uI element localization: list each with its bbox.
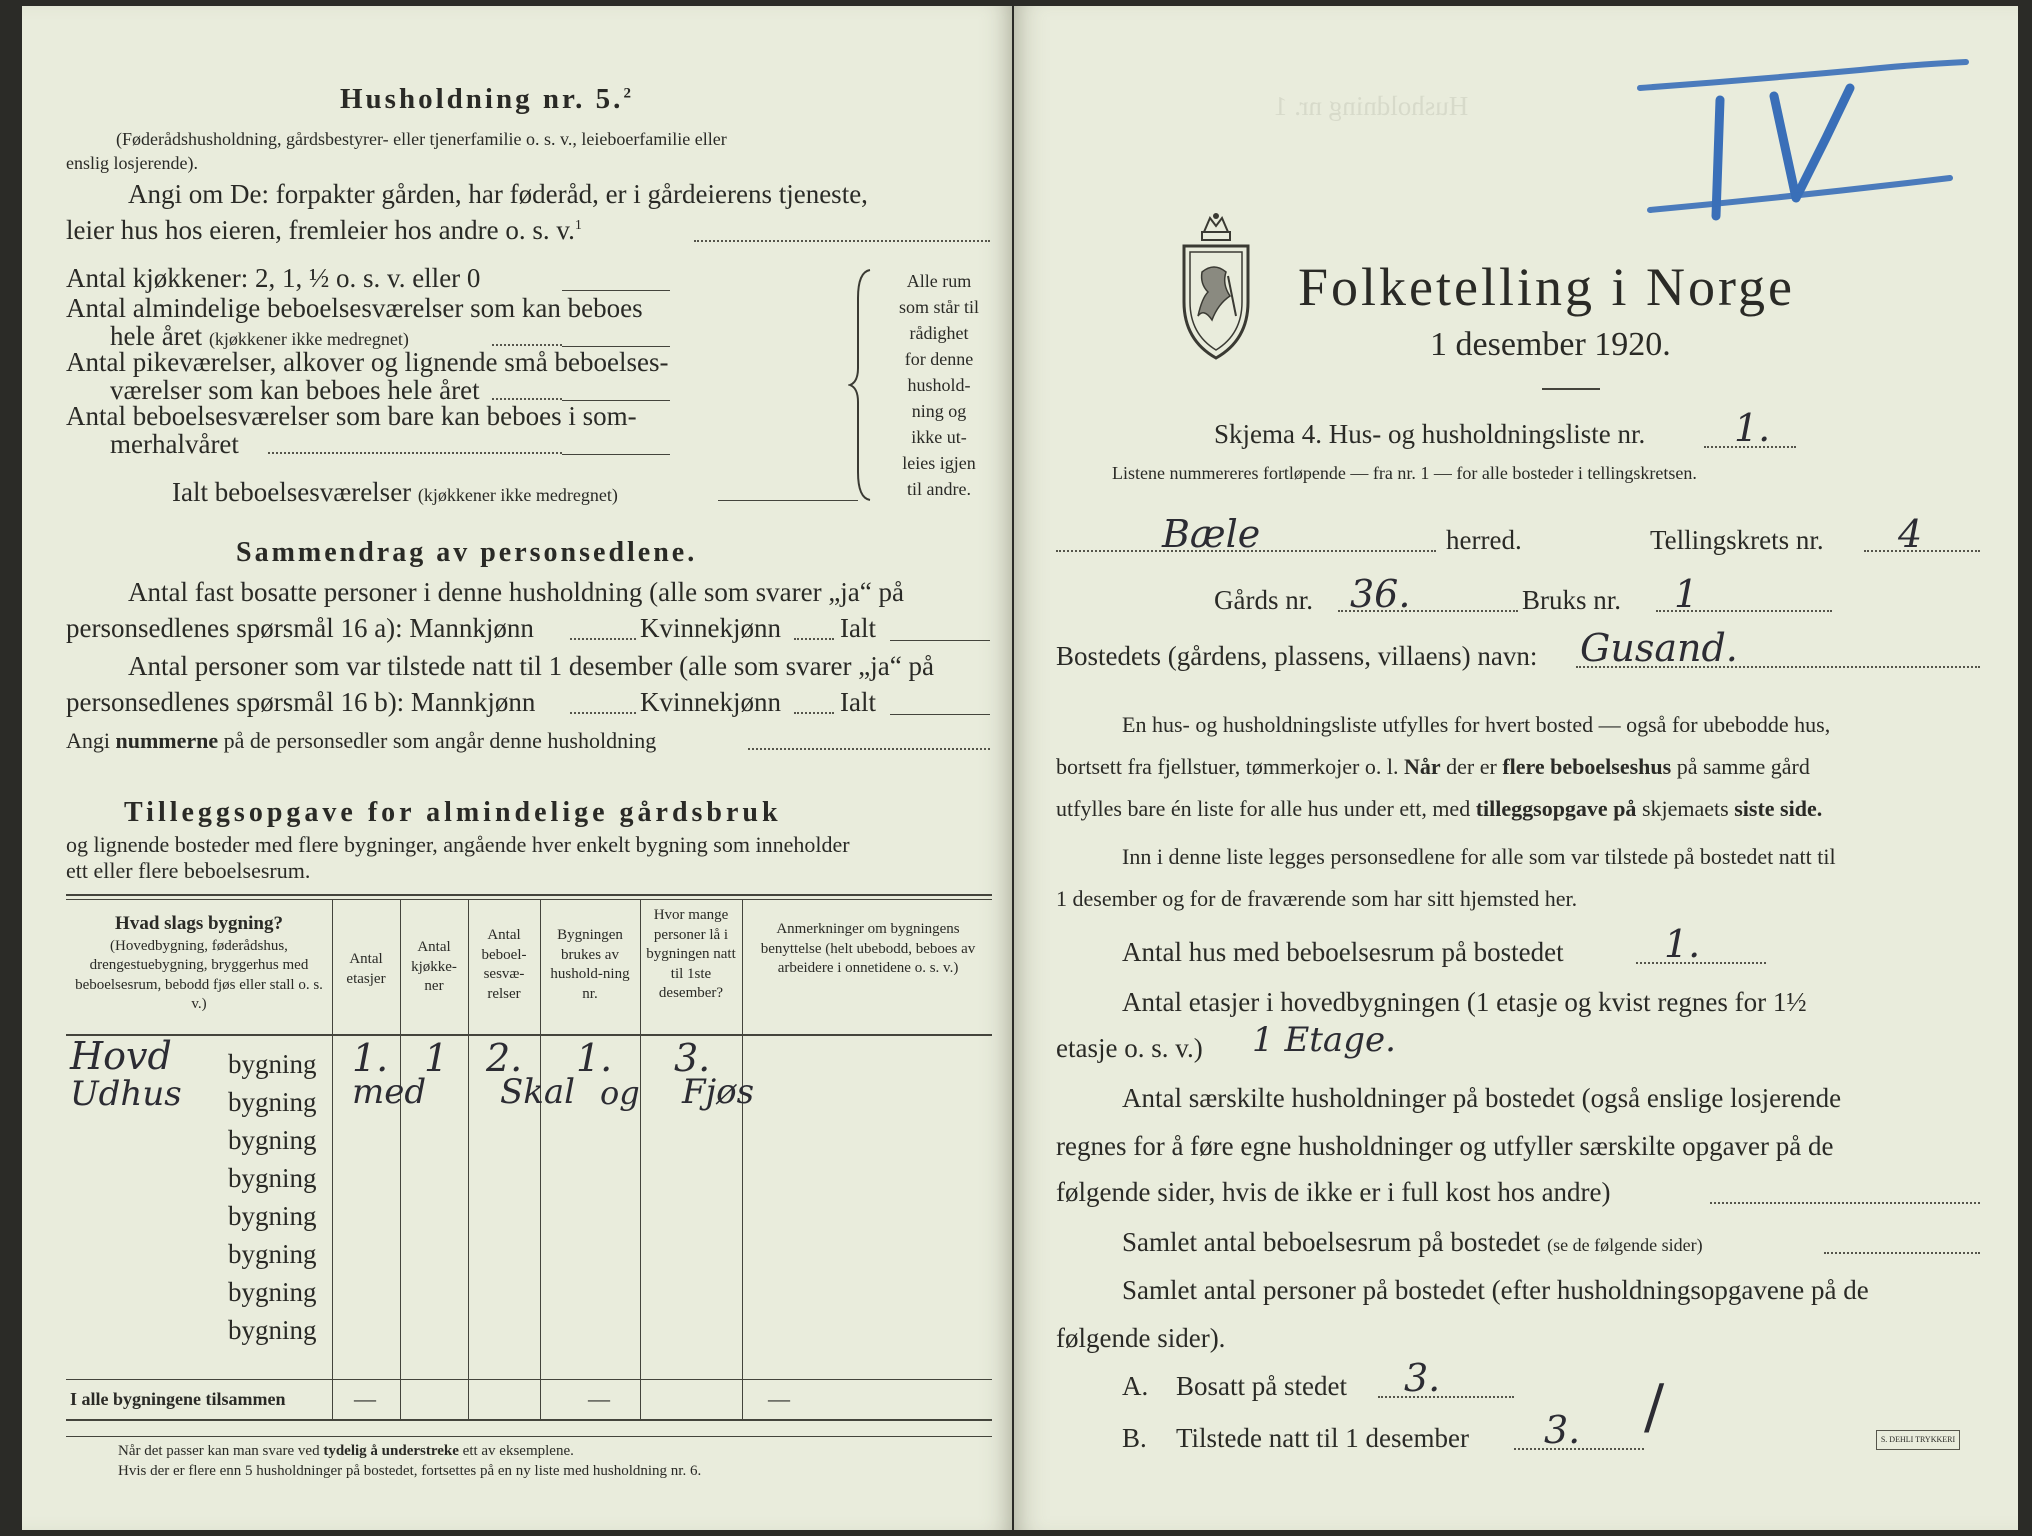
maid-rooms-label-2: værelser som kan beboes hele året [110,375,480,405]
household-heading-sup: 2 [623,85,634,102]
table-top-rule-2 [66,899,992,900]
row-floors: 1. [352,1036,389,1080]
rooms-total-answer-line [1824,1252,1980,1254]
col1-title: Hvad slags bygning? [115,913,283,934]
row-label: bygning [228,1201,317,1231]
kitchens-answer-line [562,290,670,291]
a-value: 3. [1404,1356,1441,1400]
numbers-post: på de personsedler som angår denne husholdning [223,728,657,753]
instruction-line-4: Inn i denne liste legges personsedlene for alle som var tilstede på bostedet natt til [1122,844,1836,869]
summary-p2-line-2: personsedlenes spørsmål 16 b): Mannkjønn [66,687,536,717]
coat-of-arms-icon [1174,212,1258,362]
footnote-1-pre: Når det passer kan man svare ved [118,1443,320,1459]
bruks-answer-line [1656,610,1832,612]
supplement-text-1: og lignende bosteder med flere bygninger, angående hver enkelt bygning som inneholder [66,832,850,857]
total-dash: — [768,1386,790,1411]
side-note-line: rådighet [909,323,969,343]
summary-p1-line-2: personsedlenes spørsmål 16 a): Mannkjønn [66,613,534,643]
brace-icon [848,268,878,502]
total-answer-line-1 [890,640,990,641]
herred-answer-line [1056,550,1436,552]
houses-label: Antal hus med beboelsesrum på bostedet [1122,937,1564,967]
row-label: bygning [228,1239,317,1269]
side-note-line: Alle rum [906,271,972,291]
separate-line-3: følgende sider, hvis de ikke er i full kost hos andre) [1056,1177,1611,1207]
roman-numeral-mark-icon [1600,48,1990,228]
schema-label: Skjema 4. Hus- og husholdningsliste nr. [1214,419,1646,449]
col-divider [332,899,333,1419]
instr-2-pre: bortsett fra fjellstuer, tømmerkojer o. l. [1056,754,1399,779]
floors-line-2: etasje o. s. v.) [1056,1033,1203,1063]
b-text: Tilstede natt til 1 desember [1176,1423,1469,1453]
female-label-2: Kvinnekjønn [640,687,781,717]
total-label-2: Ialt [840,687,876,717]
side-note-line: til andre. [907,479,971,499]
instr-3-pre: utfylles bare én liste for alle hus under ett, med [1056,796,1471,821]
row-label: bygning [228,1163,317,1193]
row-label: bygning [228,1125,317,1155]
footnote-1 [118,1442,574,1461]
row-kitchens: 1 [424,1036,449,1080]
summary-heading: Sammendrag av personsedlene. [236,537,698,568]
instr-3-bold2: siste side. [1734,796,1823,821]
footnote-2: Hvis der er flere enn 5 husholdninger på bostedet, fortsettes på en ny liste med husholdning nr. 6. [118,1463,702,1479]
supplement-heading: Tilleggsopgave for almindelige gårdsbruk [124,797,782,828]
instr-2-bold: Når [1403,754,1441,779]
printer-stamp: S. DEHLI TRYKKERI [1876,1430,1960,1450]
row-floors: med [352,1072,427,1112]
total-rooms-answer-line [718,500,858,501]
schema-value: 1. [1734,406,1771,450]
summary-p1-line-1: Antal fast bosatte personer i denne husholdning (alle som svarer „ja“ på [128,577,904,607]
floors-value: 1 Etage. [1252,1020,1396,1060]
intro-note-line-2: enslig losjerende). [66,153,198,173]
col2-header: Antal etasjer [346,951,386,987]
row-household: 1. [576,1036,613,1080]
col1-subtitle: (Hovedbygning, føderådshus, drengestuebygning, bryggerhus med beboelsesrum, bebodd fjøs eller stall o. s. v.) [75,937,323,1013]
supplement-text-2: ett eller flere beboelsesrum. [66,858,311,883]
col7-header: Anmerkninger om bygningens benyttelse (helt ubebodd, beboes av arbeidere i onnetidene o. s. v.) [760,921,976,976]
rooms-total-note: (se de følgende sider) [1547,1235,1703,1255]
total-rooms-label-text: Ialt beboelsesværelser [172,477,412,507]
col-divider [468,899,469,1419]
separate-line-2: regnes for å føre egne husholdninger og utfyller særskilte opgaver på de [1056,1131,1834,1161]
numbering-note: Listene nummereres fortløpende — fra nr. 1 — for alle bosteder i tellingskretsen. [1112,463,1697,483]
male-answer-line-1 [570,638,636,640]
persons-line-1: Samlet antal personer på bostedet (efter husholdningsopgavene på de [1122,1275,1869,1305]
summary-p2-line-1: Antal personer som var tilstede natt til 1 desember (alle som svarer „ja“ på [128,651,934,681]
numbers-pre: Angi [66,728,110,753]
b-label: B. [1122,1423,1147,1453]
side-note-line: leies igjen [902,453,976,473]
col5-header: Bygningen brukes av hushold-ning nr. [550,927,630,1002]
ordinary-rooms-note: (kjøkkener ikke medregnet) [208,329,409,349]
household-heading-text: Husholdning nr. 5. [340,83,624,115]
row-label: bygning [228,1049,317,1079]
col1-header [70,912,328,1015]
rooms-total-line [1122,1226,1703,1258]
total-rooms-note: (kjøkkener ikke medregnet) [417,485,618,505]
numbers-answer-line [748,748,990,750]
side-note-line: som står til [899,297,979,317]
col-divider [640,899,641,1419]
row-household: og [600,1074,640,1112]
side-note-line: hushold- [907,375,971,395]
col3-header: Antal kjøkke-ner [411,939,457,994]
total-dash: — [354,1386,376,1411]
instruction-line-5: 1 desember og for de fraværende som har sitt hjemsted her. [1056,886,1578,911]
footnote-1-bold: tydelig å understreke [323,1443,459,1459]
gards-answer-line [1338,610,1518,612]
ordinary-rooms-label-2-text: hele året [110,321,203,351]
row-rooms: Skal [500,1072,576,1112]
rooms-side-note [884,268,994,502]
herred-label: herred. [1446,525,1522,555]
row-label: bygning [228,1277,317,1307]
a-label: A. [1122,1371,1149,1401]
summer-rooms-label-2: merhalvåret [110,429,239,459]
col-divider [540,899,541,1419]
right-page [1014,6,2018,1530]
table-top-rule [66,894,992,896]
row-building-name: Udhus [70,1074,182,1114]
ordinary-rooms-label-1: Antal almindelige beboelsesværelser som kan beboes [66,293,643,323]
bosted-answer-line [1576,666,1980,668]
instr-3-bold: tilleggsopgave på [1475,796,1637,821]
row-label: bygning [228,1315,317,1345]
total-answer-line-2 [890,714,990,715]
bruks-value: 1 [1674,572,1699,616]
instruction-line-3 [1056,796,1822,822]
bruks-label: Bruks nr. [1522,585,1622,615]
b-answer-line [1514,1448,1644,1450]
row-label: bygning [228,1087,317,1117]
krets-label: Tellingskrets nr. [1650,525,1824,555]
check-mark: / [1644,1372,1665,1442]
footnote-1-post: ett av eksemplene. [462,1443,574,1459]
houses-value: 1. [1664,922,1701,966]
left-page [22,6,1012,1530]
title-rule [1542,388,1600,390]
separate-answer-line [1710,1202,1980,1204]
a-text: Bosatt på stedet [1176,1371,1347,1401]
instr-2-bold2: flere beboelseshus [1502,754,1672,779]
row-rooms: 2. [486,1036,523,1080]
bosted-label: Bostedets (gårdens, plassens, villaens) navn: [1056,641,1538,671]
col4-header: Antal beboel-sesvæ-relser [481,927,527,1002]
herred-value: Bæle [1162,512,1261,556]
bosted-value: Gusand. [1580,626,1738,670]
ask-line-2-text: leier hus hos eieren, fremleier hos andre o. s. v. [66,215,575,245]
instr-3-mid: skjemaets [1641,796,1729,821]
summer-rooms-label-1: Antal beboelsesværelser som bare kan beboes i som- [66,401,637,431]
gards-label: Gårds nr. [1214,585,1313,615]
female-answer-line-1 [794,638,834,640]
instruction-line-2 [1056,754,1810,780]
side-note-line: ning og [911,401,967,421]
census-title: Folketelling i Norge [1298,257,1795,317]
col6-header: Hvor mange personer lå i bygningen natt til 1ste desember? [646,907,736,1001]
row-building-name: Hovd [70,1034,172,1078]
instr-2-mid: der er [1446,754,1497,779]
census-date: 1 desember 1920. [1430,326,1671,363]
rooms-total-label: Samlet antal beboelsesrum på bostedet [1122,1227,1541,1257]
kitchens-label: Antal kjøkkener: 2, 1, ½ o. s. v. eller 0 [66,263,481,293]
female-answer-line-2 [794,712,834,714]
summer-answer-line [562,454,670,455]
col-divider [400,899,401,1419]
krets-value: 4 [1898,512,1923,556]
table-total-label: I alle bygningene tilsammen [70,1389,286,1409]
ask-sup: 1 [574,218,582,233]
side-note-line: for denne [904,349,974,369]
footnote-rule [66,1436,992,1437]
household-heading [340,82,634,117]
col-divider [742,899,743,1419]
summer-dots [268,452,562,454]
total-rooms-label [172,476,618,508]
total-dash: — [588,1386,610,1411]
row-persons: 3. [674,1036,711,1080]
schema-answer-line [1704,446,1796,448]
intro-note-line-1: (Føderådshusholdning, gårdsbestyrer- eller tjenerfamilie o. s. v., leieboerfamilie eller [116,129,727,149]
houses-answer-line [1636,962,1766,964]
side-note-line: ikke ut- [911,427,967,447]
persons-line-2: følgende sider). [1056,1323,1226,1353]
a-answer-line [1378,1396,1514,1398]
table-header-rule [66,1034,992,1036]
maid-rooms-label-1: Antal pikeværelser, alkover og lignende små beboelses- [66,347,669,377]
ask-line-1: Angi om De: forpakter gården, har føderåd, er i gårdeierens tjeneste, [128,179,868,209]
numbers-line [66,728,656,754]
ask-answer-line [694,240,990,242]
bleed-through: Husholdning nr. 1 [1274,91,1469,121]
b-value: 3. [1544,1408,1581,1452]
female-label-1: Kvinnekjønn [640,613,781,643]
table-bottom-rule [66,1419,992,1421]
row-persons: Fjøs [682,1072,755,1112]
male-answer-line-2 [570,712,636,714]
floors-line-1: Antal etasjer i hovedbygningen (1 etasje og kvist regnes for 1½ [1122,987,1807,1017]
numbers-bold: nummerne [115,728,219,753]
gards-value: 36. [1350,572,1411,616]
instr-2-post: på samme gård [1676,754,1810,779]
ask-line-2 [66,214,582,246]
instruction-line-1: En hus- og husholdningsliste utfylles for hvert bosted — også for ubebodde hus, [1122,712,1831,737]
krets-answer-line [1864,550,1980,552]
separate-line-1: Antal særskilte husholdninger på bostedet (også enslige losjerende [1122,1083,1842,1113]
total-label-1: Ialt [840,613,876,643]
table-total-rule [66,1379,992,1380]
